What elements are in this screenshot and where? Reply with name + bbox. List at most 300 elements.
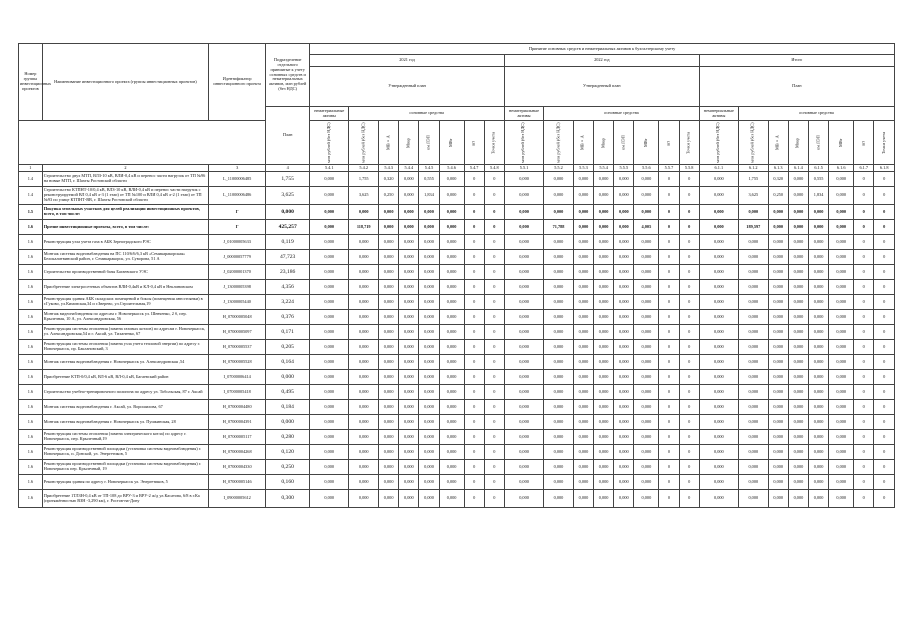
value-cell: 0,000 [439, 385, 464, 400]
table-row [19, 490, 895, 508]
value-cell: 0,000 [614, 475, 634, 490]
value-cell: 0 [874, 280, 895, 295]
value-cell: 0,000 [310, 235, 349, 250]
table-row [19, 280, 895, 295]
volume-cell: 0,250 [266, 460, 310, 475]
value-cell: 1,755 [738, 172, 768, 187]
project-id-cell: J_13000005398 [209, 280, 266, 295]
group-number-cell: 1.6 [19, 250, 43, 265]
value-cell: 1,834 [809, 187, 829, 205]
value-cell: 0,000 [829, 172, 854, 187]
value-cell: 0,000 [439, 415, 464, 430]
column-number: 5.5.8 [679, 165, 699, 172]
value-cell: 0,000 [504, 235, 543, 250]
value-cell: 0 [659, 385, 679, 400]
value-cell: 0 [854, 280, 874, 295]
column-number: 3 [209, 165, 266, 172]
value-cell: 0,000 [573, 385, 593, 400]
value-cell: 0,000 [768, 355, 788, 370]
unit-header-cell: шт [854, 121, 874, 165]
value-cell: 0,000 [699, 445, 738, 460]
value-cell: 0,000 [419, 220, 439, 235]
group-number-cell: 1.6 [19, 325, 43, 340]
value-cell: 0,000 [504, 385, 543, 400]
project-name-cell: Приобретение КТП-0/0,4 кВ, ВЛ-6 кВ, ВЛ-0,4 кВ, Багаевский район [42, 370, 208, 385]
table-row [19, 340, 895, 355]
project-id-cell: H_07000004480 [209, 400, 266, 415]
value-cell: 0 [854, 475, 874, 490]
group-number-cell: 1.6 [19, 220, 43, 235]
value-cell: 0,000 [544, 325, 574, 340]
project-name-cell: Монтаж системы видеонаблюдения г. Новочеркасск ул. Пушкинская, 28 [42, 415, 208, 430]
volume-cell: 0,000 [266, 205, 310, 220]
value-cell: 0,000 [399, 205, 419, 220]
value-cell: 1,834 [419, 187, 439, 205]
value-cell: 0,000 [699, 265, 738, 280]
value-cell: 0,000 [634, 430, 659, 445]
volume-cell: 0,120 [266, 445, 310, 460]
value-cell: 0,000 [310, 415, 349, 430]
value-cell: 0,000 [349, 415, 379, 430]
value-cell: 0,000 [699, 400, 738, 415]
value-cell: 0,000 [594, 172, 614, 187]
value-cell: 0 [874, 250, 895, 265]
value-cell: 0 [659, 187, 679, 205]
project-name-cell: Строительство производственной базы Багаевского УЭС [42, 265, 208, 280]
value-cell: 0,000 [614, 220, 634, 235]
value-cell: 0,250 [379, 187, 399, 205]
value-cell: 0,000 [349, 205, 379, 220]
value-cell: 0,000 [699, 340, 738, 355]
value-cell: 0,000 [399, 400, 419, 415]
value-cell: 0,000 [809, 250, 829, 265]
column-number: 5.5.1 [504, 165, 543, 172]
value-cell: 0 [484, 340, 504, 355]
value-cell: 0,000 [809, 265, 829, 280]
project-name-cell: Реконструкция системы отопления (замена газовых котлов) по адресам г. Новочеркасск, ул. Александровская,54 и г. Аксай, ул. Тиханенко, 67 [42, 325, 208, 340]
value-cell: 0,000 [634, 445, 659, 460]
value-cell: 0,000 [594, 385, 614, 400]
unit-header-cell: км ЛЭП [419, 121, 439, 165]
table-row [19, 235, 895, 250]
value-cell: 0,000 [768, 415, 788, 430]
value-cell: 0,000 [349, 490, 379, 508]
volume-cell: 0,205 [266, 340, 310, 355]
value-cell: 0,000 [768, 220, 788, 235]
value-cell: 0,000 [399, 310, 419, 325]
value-cell: 0,000 [829, 415, 854, 430]
value-cell: 0,000 [809, 400, 829, 415]
value-cell: 3,625 [349, 187, 379, 205]
unit-header-cell: шт [464, 121, 484, 165]
value-cell: 0,000 [379, 475, 399, 490]
value-cell: 0,000 [349, 280, 379, 295]
value-cell: 0,000 [439, 370, 464, 385]
value-cell: 0,000 [399, 370, 419, 385]
value-cell: 0,000 [349, 235, 379, 250]
value-cell: 0,000 [504, 172, 543, 187]
project-id-cell: H_07000004268 [209, 445, 266, 460]
value-cell: 0,000 [634, 280, 659, 295]
value-cell: 0 [874, 490, 895, 508]
value-cell: 0 [464, 415, 484, 430]
value-cell: 0,000 [594, 187, 614, 205]
value-cell: 0,000 [634, 265, 659, 280]
value-cell: 0,000 [504, 265, 543, 280]
value-cell: 0,000 [699, 385, 738, 400]
value-cell: 0,000 [399, 325, 419, 340]
project-id-cell: Г [209, 220, 266, 235]
value-cell: 0,000 [544, 205, 574, 220]
value-cell: 0 [464, 205, 484, 220]
unit-header-cell: Точки учета [679, 121, 699, 165]
group-number-cell: 1.6 [19, 370, 43, 385]
value-cell: 0,000 [544, 415, 574, 430]
table-row [19, 220, 895, 235]
value-cell: 0,000 [788, 490, 808, 508]
header-acceptance: Принятие основных средств и нематериальных активов к бухгалтерскому учету [310, 44, 895, 55]
value-cell: 3,625 [738, 187, 768, 205]
value-cell: 0,000 [594, 205, 614, 220]
value-cell: 0 [484, 490, 504, 508]
value-cell: 0 [874, 295, 895, 310]
value-cell: 0 [484, 475, 504, 490]
table-row [19, 295, 895, 310]
value-cell: 0 [874, 415, 895, 430]
column-number: 5.4.5 [419, 165, 439, 172]
value-cell: 0,000 [379, 250, 399, 265]
value-cell: 0,000 [738, 310, 768, 325]
value-cell: 0,000 [634, 460, 659, 475]
value-cell: 0,000 [634, 250, 659, 265]
value-cell: 0 [854, 220, 874, 235]
value-cell: 0,000 [310, 475, 349, 490]
value-cell: 0 [874, 355, 895, 370]
value-cell: 0,000 [439, 445, 464, 460]
column-number: 5.4.8 [484, 165, 504, 172]
value-cell: 0,000 [310, 187, 349, 205]
project-name-cell: Реконструкция производственной площадки (установка системы видеонаблюдения) г. Новочеркасск пер. Крылечный, 19 [42, 460, 208, 475]
column-number: 1 [19, 165, 43, 172]
value-cell: 0,000 [634, 172, 659, 187]
investment-table [18, 43, 895, 508]
value-cell: 0,000 [768, 340, 788, 355]
value-cell: 0 [854, 187, 874, 205]
value-cell: 0,000 [399, 340, 419, 355]
value-cell: 0,000 [829, 385, 854, 400]
value-cell: 0,000 [573, 172, 593, 187]
value-cell: 0,000 [829, 475, 854, 490]
value-cell: 0,000 [768, 265, 788, 280]
project-id-cell: Г [209, 205, 266, 220]
volume-cell: 1,755 [266, 172, 310, 187]
value-cell: 0,000 [419, 490, 439, 508]
unit-header-cell: Точки учета [484, 121, 504, 165]
value-cell: 0 [464, 490, 484, 508]
value-cell: 0,000 [419, 235, 439, 250]
value-cell: 0,000 [419, 385, 439, 400]
value-cell: 0 [679, 490, 699, 508]
header-approved-plan-2022: Утвержденный план [504, 67, 699, 107]
value-cell: 0,000 [809, 415, 829, 430]
value-cell: 0,000 [504, 475, 543, 490]
column-number: 5.4.7 [464, 165, 484, 172]
value-cell: 0 [659, 220, 679, 235]
value-cell: 0,000 [699, 415, 738, 430]
value-cell: 0,000 [504, 187, 543, 205]
value-cell: 0 [464, 280, 484, 295]
value-cell: 0,000 [573, 295, 593, 310]
value-cell: 0,000 [419, 370, 439, 385]
value-cell: 0,000 [504, 340, 543, 355]
value-cell: 0,000 [419, 295, 439, 310]
group-number-cell: 1.6 [19, 385, 43, 400]
value-cell: 0 [464, 445, 484, 460]
value-cell: 0 [854, 430, 874, 445]
value-cell: 0 [464, 355, 484, 370]
value-cell: 0,000 [829, 235, 854, 250]
value-cell: 0,000 [379, 460, 399, 475]
table-row [19, 187, 895, 205]
value-cell: 0 [484, 187, 504, 205]
value-cell: 0,000 [399, 172, 419, 187]
column-number: 2 [42, 165, 208, 172]
value-cell: 0 [679, 475, 699, 490]
unit-header-cell: млн рублей (без НДС) [504, 121, 543, 165]
value-cell: 0,000 [349, 295, 379, 310]
project-name-cell: Прочие инвестиционные проекты, всего, в том числе: [42, 220, 208, 235]
value-cell: 0,000 [768, 295, 788, 310]
value-cell: 0 [874, 400, 895, 415]
value-cell: 0 [854, 295, 874, 310]
value-cell: 0,000 [738, 250, 768, 265]
group-number-cell: 1.4 [19, 187, 43, 205]
header-approved-plan-2021: Утвержденный план [310, 67, 505, 107]
value-cell: 0,000 [699, 490, 738, 508]
value-cell: 0,000 [573, 205, 593, 220]
column-number: 6.1.3 [768, 165, 788, 172]
value-cell: 0,000 [419, 430, 439, 445]
value-cell: 118,719 [349, 220, 379, 235]
value-cell: 0,000 [738, 445, 768, 460]
value-cell: 0,000 [310, 325, 349, 340]
value-cell: 0,000 [310, 445, 349, 460]
value-cell: 0 [659, 295, 679, 310]
value-cell: 0,000 [379, 400, 399, 415]
value-cell: 0,000 [310, 400, 349, 415]
value-cell: 0,000 [738, 235, 768, 250]
value-cell: 0 [874, 205, 895, 220]
value-cell: 0,000 [573, 220, 593, 235]
value-cell: 0,000 [614, 310, 634, 325]
value-cell: 0,000 [738, 325, 768, 340]
value-cell: 0,000 [788, 265, 808, 280]
value-cell: 0,320 [768, 172, 788, 187]
value-cell: 0 [874, 445, 895, 460]
value-cell: 0,000 [594, 220, 614, 235]
value-cell: 0,000 [614, 295, 634, 310]
unit-header-cell: Мвар [594, 121, 614, 165]
value-cell: 0 [484, 205, 504, 220]
value-cell: 0,000 [349, 430, 379, 445]
project-id-cell: H_07000005097 [209, 325, 266, 340]
value-cell: 0,000 [699, 220, 738, 235]
volume-cell: 4,356 [266, 280, 310, 295]
value-cell: 0,000 [809, 280, 829, 295]
value-cell: 0 [464, 385, 484, 400]
value-cell: 0,000 [788, 310, 808, 325]
value-cell: 0,000 [788, 430, 808, 445]
value-cell: 0,000 [768, 310, 788, 325]
group-number-cell: 1.6 [19, 445, 43, 460]
value-cell: 0 [484, 385, 504, 400]
value-cell: 0 [679, 295, 699, 310]
value-cell: 0,000 [399, 460, 419, 475]
project-name-cell: Реконструкция системы отопления (замена электрического котла) по адресу г. Новочеркасск, пер. Крылечный,19 [42, 430, 208, 445]
value-cell: 0,000 [544, 235, 574, 250]
value-cell: 0 [874, 310, 895, 325]
value-cell: 0 [854, 490, 874, 508]
value-cell: 0 [464, 430, 484, 445]
value-cell: 0,000 [573, 280, 593, 295]
value-cell: 0,000 [788, 355, 808, 370]
value-cell: 0,000 [419, 475, 439, 490]
volume-cell: 23,186 [266, 265, 310, 280]
value-cell: 0,000 [738, 400, 768, 415]
value-cell: 0,000 [504, 460, 543, 475]
header-year-2022: 2022 год [504, 55, 699, 67]
value-cell: 0 [874, 265, 895, 280]
value-cell: 0,000 [544, 370, 574, 385]
volume-cell: 0,300 [266, 490, 310, 508]
value-cell: 0,000 [573, 187, 593, 205]
value-cell: 0 [679, 385, 699, 400]
value-cell: 0 [659, 490, 679, 508]
project-name-cell: Монтаж видеонаблюдения по адресам г. Новочеркасск ул. Шевченко, 2 б, пер. Крылечная, 10 А, ул. Александровская, 56 [42, 310, 208, 325]
header-project-id: Идентификатор инвестиционного проекта [209, 44, 266, 121]
value-cell: 0,000 [738, 340, 768, 355]
value-cell: 0,000 [699, 250, 738, 265]
unit-header-cell: МВ×А [573, 121, 593, 165]
value-cell: 0,000 [399, 430, 419, 445]
value-cell: 0,000 [399, 295, 419, 310]
value-cell: 0,000 [634, 325, 659, 340]
value-cell: 0,000 [399, 235, 419, 250]
value-cell: 0,000 [399, 250, 419, 265]
value-cell: 0,000 [594, 490, 614, 508]
value-cell: 0,000 [349, 265, 379, 280]
project-id-cell: H_07000005048 [209, 310, 266, 325]
group-number-cell: 1.6 [19, 460, 43, 475]
value-cell: 0,000 [504, 250, 543, 265]
value-cell: 0,000 [573, 265, 593, 280]
project-name-cell: Строительство учебно-тренировочного полигона по адресу ул. Тобольская, 87 г. Аксай [42, 385, 208, 400]
unit-header-cell: Мвар [399, 121, 419, 165]
value-cell: 0 [854, 370, 874, 385]
value-cell: 0,000 [310, 220, 349, 235]
value-cell: 0,000 [788, 475, 808, 490]
value-cell: 0,000 [614, 250, 634, 265]
value-cell: 0,000 [544, 400, 574, 415]
group-number-cell: 1.6 [19, 340, 43, 355]
unit-header-cell: Мвар [788, 121, 808, 165]
value-cell: 0 [484, 310, 504, 325]
table-row [19, 172, 895, 187]
value-cell: 0,000 [699, 205, 738, 220]
value-cell: 0,000 [399, 355, 419, 370]
value-cell: 0,000 [829, 325, 854, 340]
value-cell: 0,000 [594, 325, 614, 340]
value-cell: 0,000 [738, 385, 768, 400]
volume-cell: 0,376 [266, 310, 310, 325]
volume-cell: 0,119 [266, 235, 310, 250]
value-cell: 0,000 [829, 280, 854, 295]
value-cell: 0 [464, 475, 484, 490]
value-cell: 0,000 [439, 235, 464, 250]
table-row [19, 265, 895, 280]
volume-cell: 47,723 [266, 250, 310, 265]
value-cell: 0 [464, 340, 484, 355]
value-cell: 0,000 [614, 280, 634, 295]
project-id-cell: J_00000057779 [209, 250, 266, 265]
value-cell: 0 [874, 385, 895, 400]
value-cell: 0,000 [419, 460, 439, 475]
value-cell: 0,000 [809, 205, 829, 220]
value-cell: 0,000 [699, 295, 738, 310]
unit-header-cell: млн рублей (без НДС) [738, 121, 768, 165]
value-cell: 0,000 [614, 235, 634, 250]
value-cell: 0,000 [634, 400, 659, 415]
value-cell: 0,000 [379, 280, 399, 295]
value-cell: 0,000 [349, 460, 379, 475]
value-cell: 0,000 [399, 490, 419, 508]
column-number: 5.5.3 [573, 165, 593, 172]
value-cell: 0 [484, 430, 504, 445]
value-cell: 0,000 [573, 445, 593, 460]
value-cell: 0,000 [399, 385, 419, 400]
value-cell: 0,000 [379, 295, 399, 310]
value-cell: 0,000 [594, 430, 614, 445]
value-cell: 0,000 [614, 340, 634, 355]
value-cell: 0,000 [544, 310, 574, 325]
header-year-2021: 2021 год [310, 55, 505, 67]
value-cell: 0 [484, 280, 504, 295]
value-cell: 0 [679, 205, 699, 220]
value-cell: 0 [464, 250, 484, 265]
group-number-cell: 1.6 [19, 295, 43, 310]
project-id-cell: H_07000005146 [209, 475, 266, 490]
project-id-cell: J_01000005633 [209, 235, 266, 250]
value-cell: 0,000 [310, 205, 349, 220]
value-cell: 0,000 [504, 280, 543, 295]
value-cell: 0,000 [399, 265, 419, 280]
header-group: Номер группы инвестиционных проектов [19, 44, 43, 121]
value-cell: 0,000 [614, 385, 634, 400]
value-cell: 0,000 [544, 445, 574, 460]
value-cell: 0,000 [738, 355, 768, 370]
value-cell: 0,000 [788, 340, 808, 355]
value-cell: 0,250 [768, 187, 788, 205]
value-cell: 0,000 [809, 445, 829, 460]
value-cell: 0 [679, 325, 699, 340]
value-cell: 0,000 [788, 205, 808, 220]
value-cell: 0,000 [768, 445, 788, 460]
value-cell: 0,000 [573, 235, 593, 250]
value-cell: 0,000 [634, 355, 659, 370]
value-cell: 0,000 [634, 340, 659, 355]
value-cell: 0 [659, 400, 679, 415]
value-cell: 0,000 [738, 415, 768, 430]
